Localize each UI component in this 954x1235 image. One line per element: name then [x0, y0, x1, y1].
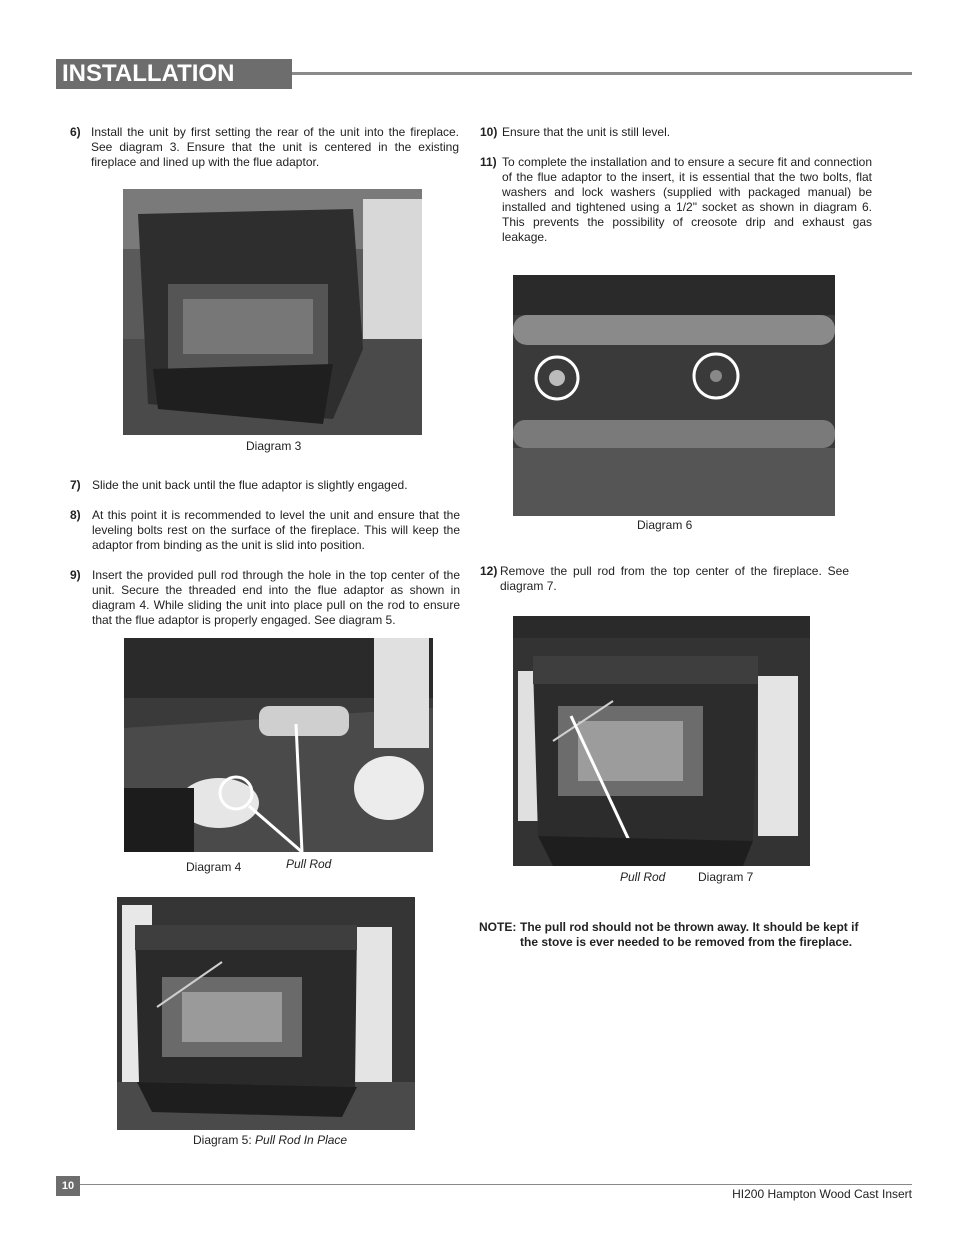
step-text: Install the unit by first setting the rear of the unit into the fireplace. See diagram 3. Ensure that the unit is centered in the existing fireplace and lined up with the flue adaptor. [91, 125, 459, 169]
step-text: Slide the unit back until the flue adaptor is slightly engaged. [92, 478, 408, 492]
diagram-7-photo [513, 616, 810, 866]
note-block [479, 920, 879, 954]
step-8 [70, 508, 460, 558]
diagram-5-photo [117, 897, 415, 1130]
step-text: Insert the provided pull rod through the hole in the top center of the unit. Secure the threaded end into the flue adaptor as shown in diagram 4. While sliding the unit into place pull on the rod to ensure that the flue adaptor is properly engaged. See diagram 5. [92, 568, 460, 627]
step-number: 8) [70, 508, 81, 522]
page-number: 10 [56, 1176, 80, 1196]
step-number: 11) [480, 155, 497, 169]
step-number: 9) [70, 568, 81, 582]
diagram-3-photo [123, 189, 422, 435]
step-11 [480, 155, 872, 250]
step-number: 12) [480, 564, 498, 578]
diagram-6-caption: Diagram 6 [637, 518, 693, 532]
diagram-4-pull-rod-label: Pull Rod [286, 857, 332, 871]
step-9 [70, 568, 460, 632]
diagram-4-caption: Diagram 4 [186, 860, 242, 874]
diagram-6-photo [513, 275, 835, 516]
step-12 [480, 564, 849, 598]
diagram-5-caption [193, 1133, 347, 1148]
step-10 [480, 125, 872, 143]
step-text: To complete the installation and to ensure a secure fit and connection of the flue adaptor to the insert, it is essential that the two bolts, flat washers and lock washers (supplied with packaged manual) be installed and tightened using a 1/2" socket as shown in diagram 6. This prevents the possibility of creosote drip and exhaust gas leakage. [502, 155, 872, 244]
note-line-2: the stove is ever needed to be removed from the fireplace. [520, 935, 853, 949]
step-6 [70, 125, 460, 175]
header-rule [292, 72, 912, 75]
diagram-3-caption: Diagram 3 [246, 439, 302, 453]
diagram-5-caption-suffix: Pull Rod In Place [255, 1133, 348, 1147]
note-label: NOTE: [479, 920, 517, 934]
step-7 [70, 478, 460, 496]
diagram-7-pull-rod-label: Pull Rod [620, 870, 666, 884]
step-number: 6) [70, 125, 81, 139]
step-number: 10) [480, 125, 498, 139]
footer-doc-title: HI200 Hampton Wood Cast Insert [732, 1187, 912, 1201]
step-number: 7) [70, 478, 81, 492]
footer-rule [80, 1184, 912, 1185]
diagram-4-photo [124, 638, 433, 852]
diagram-5-caption-prefix: Diagram 5: [193, 1133, 252, 1147]
diagram-7-caption: Diagram 7 [698, 870, 754, 884]
section-title: INSTALLATION [56, 59, 292, 89]
step-text: Remove the pull rod from the top center of the fireplace. See diagram 7. [500, 564, 849, 593]
step-text: At this point it is recommended to level the unit and ensure that the leveling bolts rest on the surface of the fireplace. This will keep the adaptor from binding as the unit is slid into position. [92, 508, 460, 552]
note-line-1: The pull rod should not be thrown away. It should be kept if [520, 920, 859, 934]
step-text: Ensure that the unit is still level. [502, 125, 671, 139]
